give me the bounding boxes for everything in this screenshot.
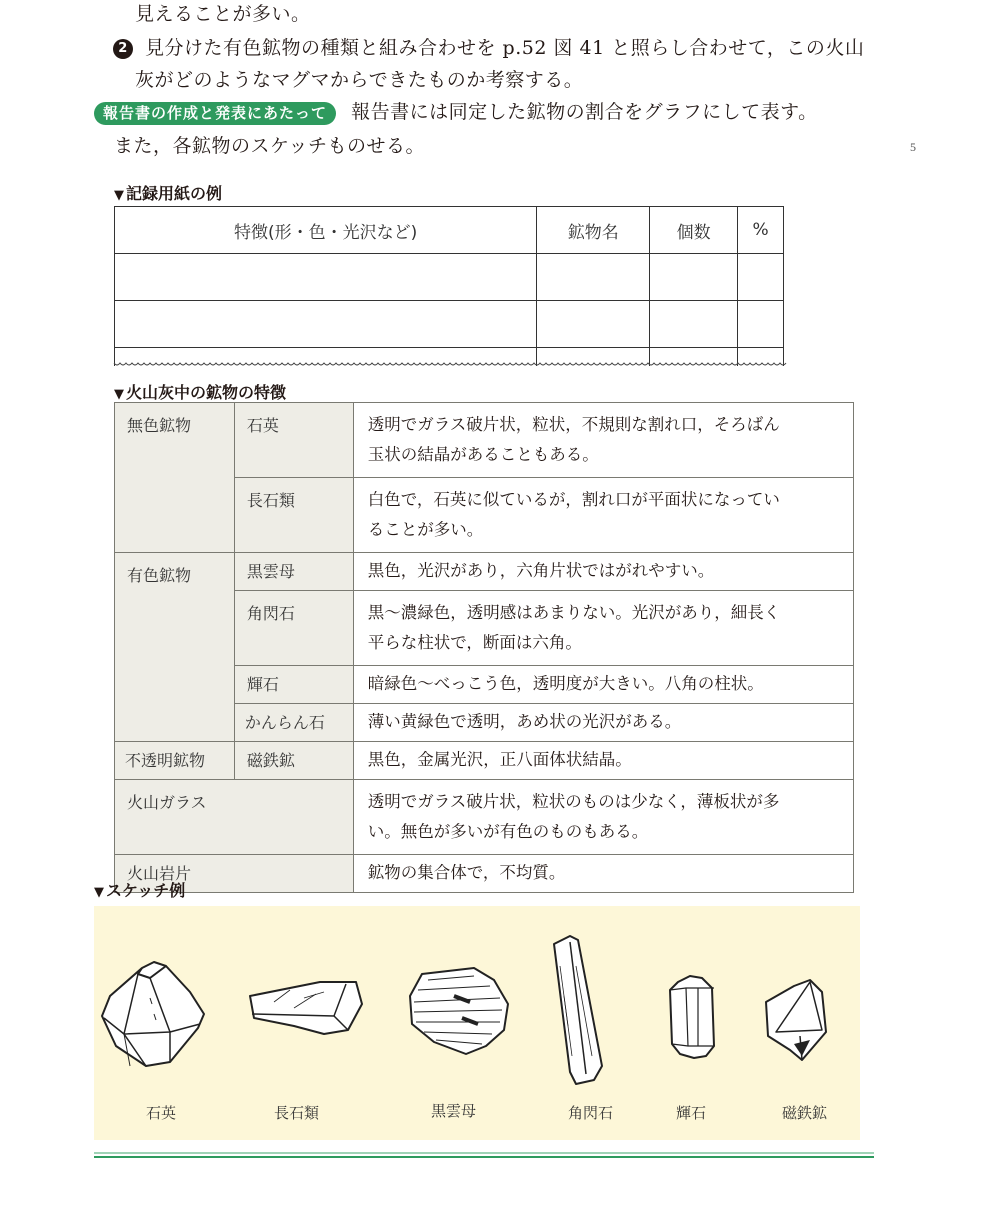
feldspar-sketch-icon <box>250 982 362 1034</box>
table-row <box>115 553 854 591</box>
sketch-heading-text: スケッチ例 <box>106 881 186 900</box>
report-text-1: 報告書には同定した鉱物の割合をグラフにして表す。 <box>351 101 818 123</box>
torn-edge-wave <box>113 358 787 368</box>
blank-cell[interactable] <box>650 254 738 301</box>
description-line: 白色で，石英に似ているが，割れ口が平面状になってい <box>367 490 780 509</box>
description-cell: 鉱物の集合体で，不均質。 <box>353 855 853 893</box>
sketch-label-quartz: 石英 <box>146 1104 177 1122</box>
description-line: 平らな柱状で，断面は六角。 <box>367 633 582 652</box>
triangle-bullet-icon: ▼ <box>114 188 124 203</box>
col-header-count: 個数 <box>650 207 738 254</box>
step-2-line-2: 灰がどのようなマグマからできたものか考察する。 <box>135 69 584 91</box>
sketch-heading <box>94 878 185 901</box>
description-cell <box>353 403 853 478</box>
sketch-label-hornblende: 角閃石 <box>568 1104 614 1122</box>
sketch-label-feldspar: 長石類 <box>274 1104 320 1122</box>
category-cell: 有色鉱物 <box>115 553 235 742</box>
report-line-2: また，各鉱物のスケッチものせる。 <box>114 135 426 157</box>
step-2-line-1 <box>113 36 864 60</box>
blank-cell[interactable] <box>738 254 784 301</box>
blank-cell[interactable] <box>537 254 650 301</box>
record-sheet-heading <box>114 181 222 204</box>
augite-sketch-icon <box>670 976 714 1058</box>
description-cell: 黒色，金属光沢，正八面体状結晶。 <box>353 742 853 780</box>
footer-rule-dark <box>94 1156 874 1158</box>
description-line: 玉状の結晶があることもある。 <box>367 445 599 464</box>
table-row <box>115 742 854 780</box>
category-cell: 無色鉱物 <box>115 403 235 553</box>
magnetite-sketch-icon <box>766 980 826 1060</box>
hornblende-sketch-icon <box>554 936 602 1084</box>
sketch-label-biotite: 黒雲母 <box>431 1102 477 1120</box>
mineral-cell: かんらん石 <box>234 704 353 742</box>
quartz-sketch-icon <box>102 962 204 1066</box>
category-cell: 不透明鉱物 <box>115 742 235 780</box>
mineral-cell: 角閃石 <box>234 591 353 666</box>
blank-cell[interactable] <box>650 301 738 348</box>
features-heading <box>114 380 286 403</box>
description-line: 透明でガラス破片状，粒状，不規則な割れ口，そろばん <box>367 415 780 434</box>
description-line: 透明でガラス破片状，粒状のものは少なく，薄板状が多 <box>367 792 780 811</box>
description-line: 黒～濃緑色，透明感はあまりない。光沢があり，細長く <box>367 603 781 622</box>
category-cell: 火山ガラス <box>115 780 354 855</box>
mineral-cell: 輝石 <box>234 666 353 704</box>
mineral-sketches <box>94 906 860 1140</box>
description-cell: 暗緑色～べっこう色，透明度が大きい。八角の柱状。 <box>353 666 853 704</box>
mineral-cell: 長石類 <box>234 478 353 553</box>
sketch-panel <box>94 906 860 1140</box>
record-sheet-table <box>114 206 784 366</box>
table-row <box>115 254 784 301</box>
description-cell <box>353 478 853 553</box>
blank-cell[interactable] <box>115 254 537 301</box>
intro-line-0: 見えることが多い。 <box>135 3 311 25</box>
description-line: ることが多い。 <box>367 520 484 539</box>
step-number-icon: 2 <box>113 39 133 59</box>
biotite-sketch-icon <box>410 968 508 1054</box>
table-row <box>115 780 854 855</box>
col-header-mineral-name: 鉱物名 <box>537 207 650 254</box>
description-cell: 黒色，光沢があり，六角片状ではがれやすい。 <box>353 553 853 591</box>
table-row <box>115 403 854 478</box>
description-cell <box>353 591 853 666</box>
blank-cell[interactable] <box>738 301 784 348</box>
footer-rule-light <box>94 1152 874 1154</box>
record-sheet-heading-text: 記録用紙の例 <box>126 184 223 203</box>
table-row <box>115 855 854 893</box>
blank-cell[interactable] <box>115 301 537 348</box>
triangle-bullet-icon: ▼ <box>94 885 104 900</box>
step-2-text: 見分けた有色鉱物の種類と組み合わせを p.52 図 41 と照らし合わせて，この火山 <box>145 37 865 59</box>
features-heading-text: 火山灰中の鉱物の特徴 <box>126 383 287 402</box>
mineral-features-table <box>114 402 854 893</box>
description-cell <box>353 780 853 855</box>
sketch-label-magnetite: 磁鉄鉱 <box>782 1104 828 1122</box>
line-number-marker: 5 <box>910 140 916 154</box>
mineral-cell: 磁鉄鉱 <box>234 742 353 780</box>
mineral-cell: 石英 <box>234 403 353 478</box>
mineral-cell: 黒雲母 <box>234 553 353 591</box>
sketch-label-augite: 輝石 <box>676 1104 707 1122</box>
col-header-features: 特徴(形・色・光沢など) <box>115 207 537 254</box>
category-cell: 火山岩片 <box>115 855 354 893</box>
report-line-1 <box>94 100 818 124</box>
report-badge: 報告書の作成と発表にあたって <box>94 102 336 125</box>
table-row <box>115 301 784 348</box>
triangle-bullet-icon: ▼ <box>114 387 124 402</box>
col-header-percent: % <box>738 207 784 254</box>
description-cell: 薄い黄緑色で透明，あめ状の光沢がある。 <box>353 704 853 742</box>
blank-cell[interactable] <box>537 301 650 348</box>
description-line: い。無色が多いが有色のものもある。 <box>367 822 649 841</box>
